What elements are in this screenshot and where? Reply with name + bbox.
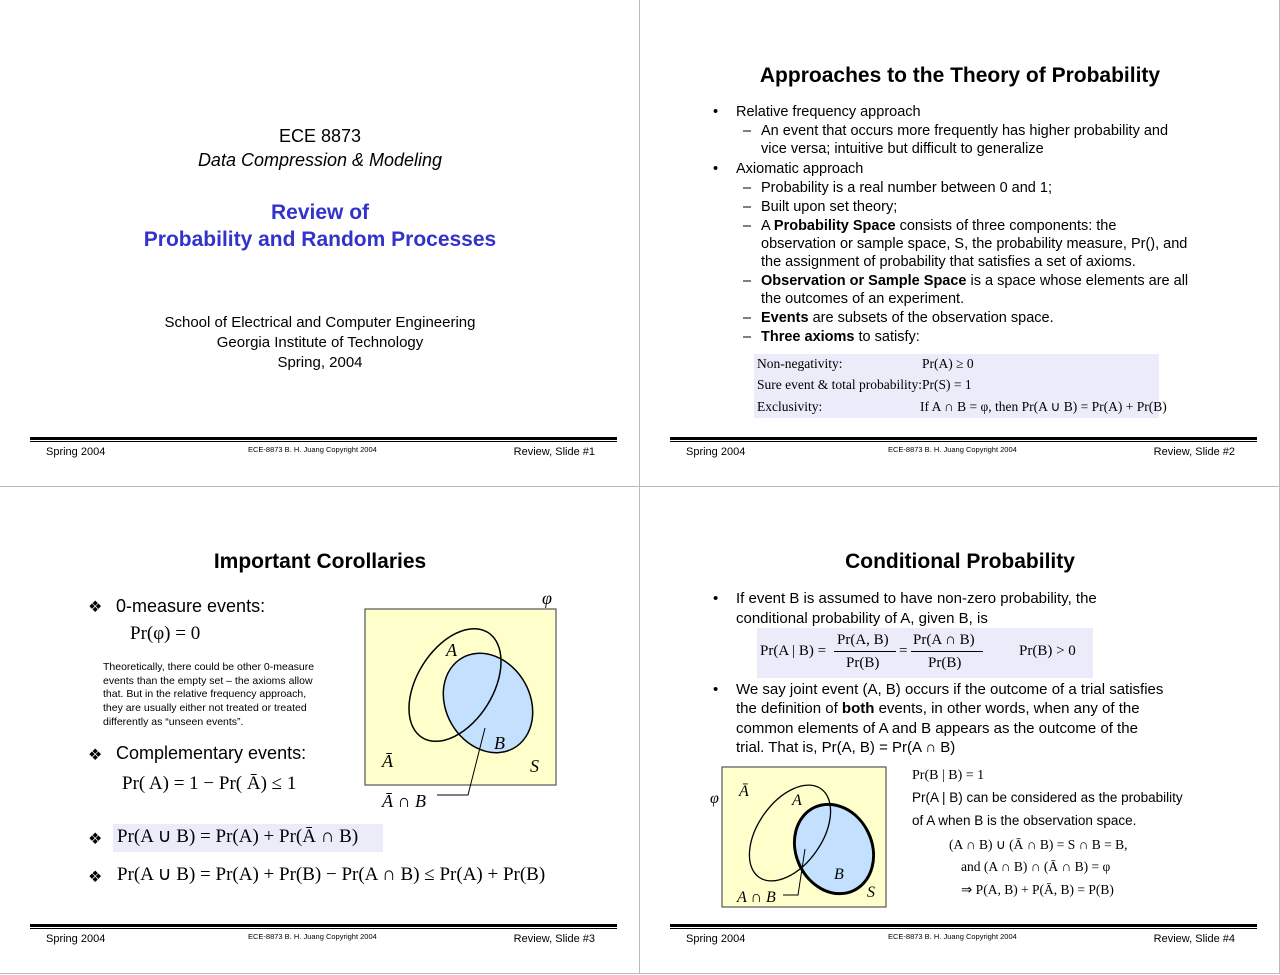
slide-number: Review, Slide #4 [1153, 933, 1235, 945]
bullet: 0-measure events: [116, 596, 266, 616]
diamond-bullet-icon: ❖ [88, 831, 103, 848]
axiom-name: Exclusivity: [757, 399, 823, 414]
sub-bullet: Probability is a real number between 0 and 1; [761, 180, 1052, 196]
svg-text:φ: φ [542, 588, 552, 608]
equation-highlighted: Pr(A ∪ B) = Pr(A) + Pr(Ā ∩ B) [113, 824, 383, 852]
footer-rule [30, 924, 617, 929]
axiom-name: Sure event & total probability: [757, 377, 922, 392]
svg-text:A: A [792, 792, 802, 809]
note: Theoretically, there could be other 0-measure events than the empty set – the axioms allow that. But in the relative frequency approach, they are usually either not treated or treated differently as “unseen events”. [103, 661, 315, 728]
equation: Pr(φ) = 0 [130, 623, 201, 644]
sub-bullet: Events are subsets of the observation space. [761, 310, 1054, 326]
svg-text:φ: φ [710, 790, 719, 807]
slide-4: Conditional Probability • If event B is assumed to have non-zero probability, the conditional probability of A, given B, is Pr(A | B) = Pr(A, B) Pr(B) = Pr(A ∩ B) Pr(B) Pr(B) > 0 • We say joint event (A, B) occurs if the outcome of a trial satisfies the definition of both events, in other words, when any of the common elements of A and B appears as the outcome of the trial. That is, Pr(A, B) = Pr(A ∩ B) φ Ā A B S A ∩ B Pr(B | B) = 1 Pr(A | B) can be considered as the probability of A when B is the observation space. (A ∩ B) ∪ (Ā ∩ B) = S ∩ B = B, and (A ∩ B) ∩ (Ā ∩ B) = φ ⇒ P(A, B) + P(Ā, B) = P(B) Spring 2004 ECE-8873 B. H. Juang Copyright 2004 Review, Slide #4 [640, 487, 1280, 974]
bullet-cont: conditional probability of A, given B, is [736, 610, 988, 627]
bullet-cont: trial. That is, Pr(A, B) = Pr(A ∩ B) [736, 739, 956, 756]
school: School of Electrical and Computer Engineering [164, 314, 476, 331]
footer-rule [670, 437, 1257, 442]
sub-bullet-cont: observation or sample space, S, the probability measure, Pr(), and [761, 236, 1188, 252]
svg-text:S: S [530, 756, 539, 776]
institution: Georgia Institute of Technology [216, 334, 424, 351]
footer-center: ECE-8873 B. H. Juang Copyright 2004 [248, 932, 377, 941]
svg-text:B: B [494, 733, 505, 753]
bullet: Axiomatic approach [736, 161, 864, 177]
sub-bullet: A Probability Space consists of three components: the [761, 218, 1117, 234]
axiom-eq: If A ∩ B = φ, then Pr(A ∪ B) = Pr(A) + Pr(B) [920, 399, 1167, 414]
bullet-cont: the definition of both events, in other words, when any of the [736, 700, 1140, 717]
svg-text:Ā: Ā [739, 783, 749, 800]
sub-bullet: Observation or Sample Space is a space whose elements are all [761, 273, 1189, 289]
sub-bullet: Built upon set theory; [761, 199, 898, 215]
footer-center: ECE-8873 B. H. Juang Copyright 2004 [888, 932, 1017, 941]
footer-rule [30, 437, 617, 442]
conditional-formula: Pr(A | B) = Pr(A, B) Pr(B) = Pr(A ∩ B) Pr(B) Pr(B) > 0 [757, 628, 1093, 678]
slide-title: Approaches to the Theory of Probability [759, 64, 1161, 87]
term: Spring, 2004 [277, 354, 363, 371]
sub-bullet-cont: vice versa; intuitive but difficult to generalize [761, 141, 1044, 157]
axiom-eq: Pr(A) ≥ 0 [922, 356, 974, 371]
diamond-bullet-icon: ❖ [88, 599, 103, 616]
sub-bullet-cont: the outcomes of an experiment. [761, 291, 965, 307]
slide-title: Important Corollaries [213, 550, 427, 573]
sub-bullet-cont: the assignment of probability that satisfies a set of axioms. [761, 254, 1136, 270]
slide-title: Conditional Probability [845, 550, 1075, 573]
axiom-name: Non-negativity: [757, 356, 843, 371]
bullet: Relative frequency approach [736, 104, 921, 120]
slide-3 [0, 487, 640, 974]
axiom-eq: Pr(S) = 1 [922, 377, 972, 392]
equation: Pr(A ∪ B) = Pr(A) + Pr(B) − Pr(A ∩ B) ≤ Pr(A) + Pr(B) [117, 864, 546, 885]
sub-bullet: Three axioms to satisfy: [761, 329, 920, 345]
slide-title-line1: Review of [270, 201, 370, 224]
derivation-line: (A ∩ B) ∪ (Ā ∩ B) = S ∩ B = B, [949, 837, 1128, 852]
svg-text:Ā: Ā [382, 751, 393, 771]
svg-text:Ā ∩ B: Ā ∩ B [382, 791, 426, 811]
venn-diagram [702, 763, 892, 911]
slide-2: Approaches to the Theory of Probability • Relative frequency approach – An event that occurs more frequently has higher probability and vice versa; intuitive but difficult to generalize • Axiomatic approach – Probability is a real number between 0 and 1; – Built upon set theory; – A Probability Space consists of three components: the observation or sample space, S, the probability measure, Pr(), and the assignment of probability that satisfies a set of axioms. – Observation or Sample Space is a space whose elements are all the outcomes of an experiment. – Events are subsets of the observation space. – Three axioms to satisfy: Non-negativity: Pr(A) ≥ 0 Sure event & total probability: Pr(S) = 1 Exclusivity: If A ∩ B = φ, then Pr(A ∪ B) = Pr(A) + Pr(B) Spring 2004 ECE-8873 B. H. Juang Copyright 2004 Review, Slide #2 [640, 0, 1280, 487]
bullet: If event B is assumed to have non-zero probability, the [736, 590, 1097, 607]
footer-center: ECE-8873 B. H. Juang Copyright 2004 [888, 445, 1017, 454]
svg-text:A ∩ B: A ∩ B [737, 889, 776, 906]
axioms-box [754, 354, 1167, 418]
derivation-line: and (A ∩ B) ∩ (Ā ∩ B) = φ [961, 859, 1111, 874]
slide-number: Review, Slide #2 [1153, 446, 1235, 458]
svg-text:A: A [446, 640, 457, 660]
diamond-bullet-icon: ❖ [88, 747, 103, 764]
slide-number: Review, Slide #3 [513, 933, 595, 945]
svg-text:S: S [867, 884, 875, 901]
slide-1 [0, 0, 640, 487]
note-line: Pr(A | B) can be considered as the probability [912, 790, 1183, 805]
svg-text:B: B [834, 866, 844, 883]
footer-left: Spring 2004 [686, 933, 746, 945]
slide-title-line2: Probability and Random Processes [143, 228, 497, 251]
venn-diagram [360, 580, 570, 820]
sub-bullet: An event that occurs more frequently has higher probability and [761, 123, 1169, 139]
bullet: Complementary events: [116, 743, 307, 763]
note-line: Pr(B | B) = 1 [912, 768, 985, 783]
derivation-line: ⇒ P(A, B) + P(Ā, B) = P(B) [961, 882, 1114, 897]
equation: Pr( A) = 1 − Pr( Ā) ≤ 1 [122, 773, 297, 794]
footer-left: Spring 2004 [686, 446, 746, 458]
course-title: Data Compression & Modeling [197, 150, 443, 170]
bullet-cont: common elements of A and B appears as the outcome of the [736, 720, 1138, 737]
bullet: We say joint event (A, B) occurs if the outcome of a trial satisfies [736, 681, 1164, 698]
note-line: of A when B is the observation space. [912, 813, 1137, 828]
diamond-bullet-icon: ❖ [88, 869, 103, 886]
footer-left: Spring 2004 [46, 446, 106, 458]
footer-center: ECE-8873 B. H. Juang Copyright 2004 [248, 445, 377, 454]
footer-left: Spring 2004 [46, 933, 106, 945]
course-number: ECE 8873 [278, 126, 362, 146]
footer-rule [670, 924, 1257, 929]
slide-number: Review, Slide #1 [513, 446, 595, 458]
